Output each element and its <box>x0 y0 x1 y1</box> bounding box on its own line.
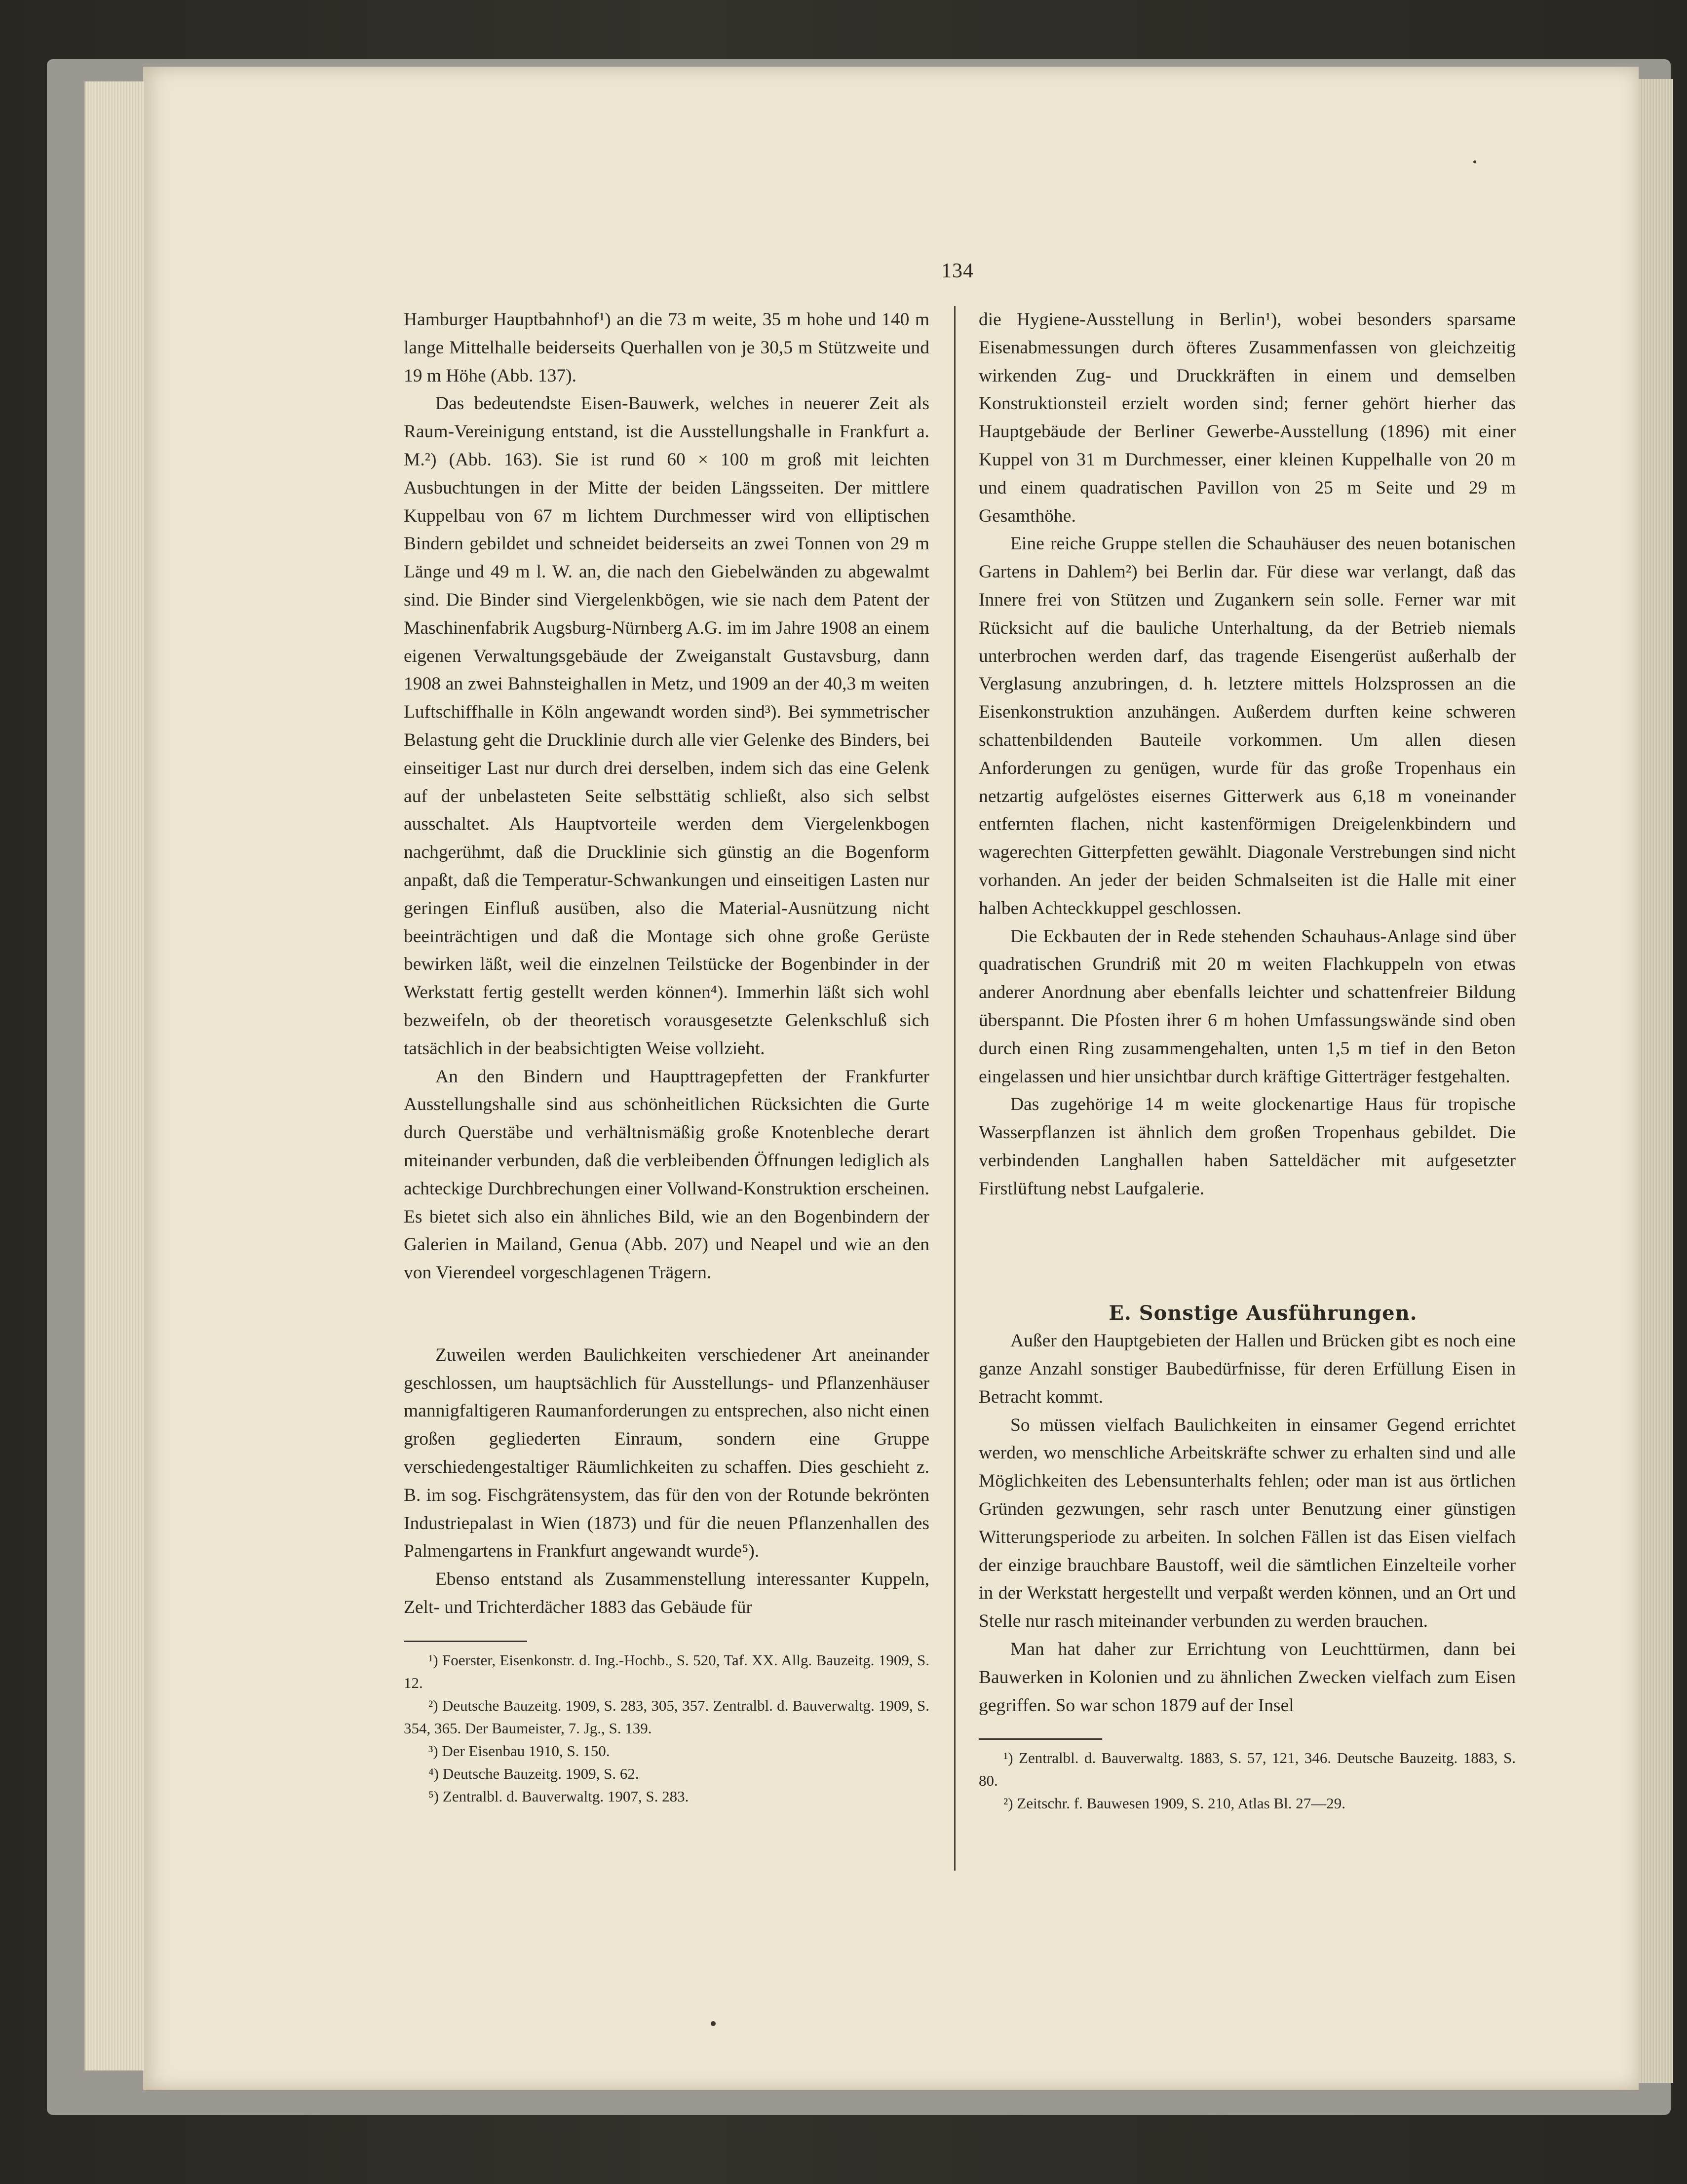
right-paragraph-6: So müssen vielfach Baulichkeiten in einsamer Gegend errichtet werden, wo menschliche Arbeitskräfte schwer zu erhalten sind und alle Möglichkeiten des Lebensunterhalts fehlen; oder man ist aus örtlichen Gründen gezwungen, sehr rasch unter Benutzung einer günstigen Witterungsperiode zu arbeiten. In solchen Fällen ist das Eisen vielfach der einzige brauchbare Baustoff, weil die sämtlichen Einzelteile vorher in der Werkstatt hergestellt und verpaßt werden können, und an Ort und Stelle nur rasch miteinander verbunden zu werden brauchen. <box>979 1415 1516 1632</box>
left-paragraph-4: Zuweilen werden Baulichkeiten verschiedener Art aneinander geschlossen, um hauptsächlich für Ausstellungs- und Pflanzenhäuser mannigfaltigeren Raumanforderungen zu entsprechen, also nicht einen großen gegliederten Einraum, sondern eine Gruppe verschiedengestaltiger Räumlichkeiten zu schaffen. Dies geschieht z. B. im sog. Fischgrätensystem, das für den von der Rotunde bekrönten Industriepalast in Wien (1873) und für die neuen Pflanzenhallen des Palmengartens in Frankfurt angewandt wurde⁵). <box>404 1344 929 1562</box>
right-column <box>979 306 1516 1815</box>
column-divider <box>954 306 956 1871</box>
left-paragraph-2: Das bedeutendste Eisen-Bauwerk, welches in neuerer Zeit als Raum-Vereinigung entstand, ist die Ausstellungshalle in Frankfurt a. M.²) (Abb. 163). Sie ist rund 60 × 100 m groß mit leichten Ausbuchtungen in der Mitte der beiden Längsseiten. Der mittlere Kuppelbau von 67 m lichtem Durchmesser wird von elliptischen Bindern gebildet und schneidet beiderseits an zwei Tonnen von 29 m Länge und 49 m l. W. an, die nach den Giebelwänden zu abgewalmt sind. Die Binder sind Viergelenkbögen, wie sie nach dem Patent der Maschinenfabrik Augsburg-Nürnberg A.G. im im Jahre 1908 an einem eigenen Verwaltungsgebäude der Zweiganstalt Gustavsburg, dann 1908 an zwei Bahnsteighallen in Metz, und 1909 an der 40,3 m weiten Luftschiffhalle in Köln angewandt worden sind³). Bei symmetrischer Belastung geht die Drucklinie durch alle vier Gelenke des Binders, bei einseitiger Last nur durch drei derselben, indem sich das eine Gelenk auf der unbelasteten Seite selbsttätig schließt, also sich selbst ausschaltet. Als Hauptvorteile werden dem Viergelenkbogen nachgerühmt, daß die Drucklinie sich günstig an die Bogenform anpaßt, daß die Temperatur-Schwankungen und einseitigen Lasten nur geringen Einfluß ausüben, also die Material-Ausnützung nicht beeinträchtigen und daß die Montage sich ohne große Gerüste bewirken läßt, weil die einzelnen Teilstücke der Bogenbinder in der Werkstatt fertig gestellt werden können⁴). Immerhin läßt sich wohl bezweifeln, ob der theoretisch vorausgesetzte Gelenkschluß sich tatsächlich in der beabsichtigten Weise vollzieht. <box>404 393 929 1059</box>
section-gap <box>979 1203 1516 1300</box>
page-number: 134 <box>941 260 974 282</box>
right-paragraph-2: Eine reiche Gruppe stellen die Schauhäuser des neuen botanischen Gartens in Dahlem²) bei Berlin dar. Für diese war verlangt, daß das Innere frei von Stützen und Zugankern sein solle. Ferner war mit Rücksicht auf die bauliche Unterhaltung, da der Betrieb niemals unterbrochen werden darf, das tragende Eisengerüst außerhalb der Verglasung anzubringen, d. h. letztere mittels Holzsprossen an die Eisenkonstruktion anzuhängen. Außerdem durften keine schweren schattenbildenden Bauteile vorkommen. Um allen diesen Anforderungen zu genügen, wurde für das große Tropenhaus ein netzartig aufgelöstes eisernes Gitterwerk aus 6,18 m voneinander entfernten flachen, nicht kastenförmigen Dreigelenkbindern und wagerechten Gitterpfetten gewählt. Diagonale Verstrebungen sind nicht vorhanden. An jeder der beiden Schmalseiten ist die Halle mit einer halben Achteckkuppel geschlossen. <box>979 534 1516 919</box>
section-heading: E. Sonstige Ausführungen. <box>1109 1301 1418 1325</box>
right-paragraph-7: Man hat daher zur Errichtung von Leuchttürmen, dann bei Bauwerken in Kolonien und zu ähnlichen Zwecken vielfach zum Eisen gegriffen. So war schon 1879 auf der Insel <box>979 1639 1516 1716</box>
left-footnotes <box>404 1649 929 1808</box>
footnote: ⁴) Deutsche Bauzeitg. 1909, S. 62. <box>428 1764 639 1782</box>
footnote: ²) Zeitschr. f. Bauwesen 1909, S. 210, Atlas Bl. 27—29. <box>1003 1795 1345 1812</box>
right-paragraph-5: Außer den Hauptgebieten der Hallen und Brücken gibt es noch eine ganze Anzahl sonstiger Baubedürfnisse, für deren Erfüllung Eisen in Betracht kommt. <box>979 1331 1516 1407</box>
section-gap <box>404 1287 929 1341</box>
left-paragraph-3: An den Bindern und Haupttragepfetten der Frankfurter Ausstellungshalle sind aus schönheitlichen Rücksichten die Gurte durch Querstäbe und verhältnismäßig große Knotenbleche derart miteinander verbunden, daß die verbleibenden Öffnungen lediglich als achteckige Durchbrechungen einer Vollwand-Konstruktion erscheinen. Es bietet sich also ein ähnliches Bild, wie an den Bogenbindern der Galerien in Mailand, Genua (Abb. 207) und Neapel und wie an den von Vierendeel vorgeschlagenen Trägern. <box>404 1066 929 1283</box>
right-paragraph-3: Die Eckbauten der in Rede stehenden Schauhaus-Anlage sind über quadratischen Grundriß mit 20 m weiten Flachkuppeln von etwas anderer Anordnung aber ebenfalls leichter und schattenfreier Bildung überspannt. Die Pfosten ihrer 6 m hohen Umfassungswände sind oben durch einen Ring zusammengehalten, unten 1,5 m tief in den Beton eingelassen und hier unsichtbar durch kräftige Gitterträger festgehalten. <box>979 926 1516 1087</box>
footnote-rule <box>404 1641 527 1642</box>
footnote-rule <box>979 1738 1102 1740</box>
right-paragraph-1: die Hygiene-Ausstellung in Berlin¹), wobei besonders sparsame Eisenabmessungen durch öfteres Zusammenfassen von gleichzeitig wirkenden Zug- und Druckkräften in einem und demselben Konstruktionsteil erzielt worden sind; ferner gehört hierher das Hauptgebäude der Berliner Gewerbe-Ausstellung (1896) mit einer Kuppel von 31 m Durchmesser, einer kleinen Kuppelhalle von 20 m und einem quadratischen Pavillon von 25 m Seite und 29 m Gesamthöhe. <box>979 309 1516 526</box>
paper-speck <box>1473 160 1476 163</box>
footnote: ¹) Foerster, Eisenkonstr. d. Ing.-Hochb., S. 520, Taf. XX. Allg. Bauzeitg. 1909, S. 12. <box>404 1651 929 1691</box>
page-stack-right <box>1639 79 1673 2083</box>
left-column <box>404 306 929 1808</box>
right-paragraph-4: Das zugehörige 14 m weite glockenartige Haus für tropische Wasserpflanzen ist ähnlich dem großen Tropenhaus gebildet. Die verbindenden Langhallen haben Satteldächer mit aufgesetzter Firstlüftung nebst Laufgalerie. <box>979 1094 1516 1199</box>
left-paragraph-5: Ebenso entstand als Zusammenstellung interessanter Kuppeln, Zelt- und Trichterdächer 1883 das Gebäude für <box>404 1569 929 1618</box>
page-stack-left <box>84 81 145 2070</box>
footnote: ³) Der Eisenbau 1910, S. 150. <box>428 1742 610 1760</box>
footnote: ²) Deutsche Bauzeitg. 1909, S. 283, 305, 357. Zentralbl. d. Bauverwaltg. 1909, S. 354, 365. Der Baumeister, 7. Jg., S. 139. <box>404 1696 929 1737</box>
footnote: ¹) Zentralbl. d. Bauverwaltg. 1883, S. 57, 121, 346. Deutsche Bauzeitg. 1883, S. 80. <box>979 1749 1516 1790</box>
left-paragraph-1: Hamburger Hauptbahnhof¹) an die 73 m weite, 35 m hohe und 140 m lange Mittelhalle beiderseits Querhallen von je 30,5 m Stützweite und 19 m Höhe (Abb. 137). <box>404 309 929 386</box>
right-footnotes <box>979 1747 1516 1815</box>
footnote: ⁵) Zentralbl. d. Bauverwaltg. 1907, S. 283. <box>428 1787 689 1805</box>
paper-speck <box>711 2021 716 2026</box>
